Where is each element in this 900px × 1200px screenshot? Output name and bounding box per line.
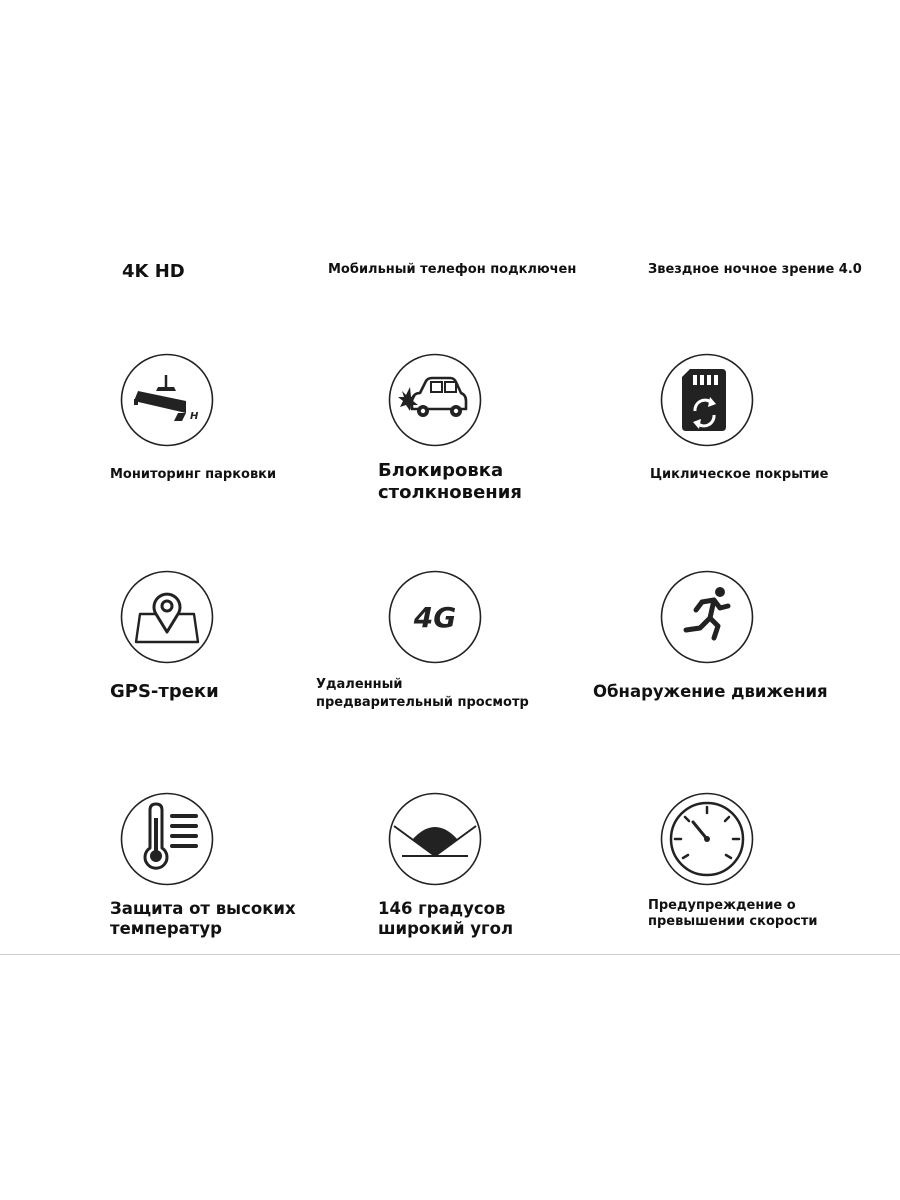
- label-wide-angle-line2: широкий угол: [378, 919, 514, 938]
- label-phone-connected: Мобильный телефон подключен: [328, 262, 577, 277]
- speedometer-icon: [660, 792, 754, 886]
- label-motion-detection: Обнаружение движения: [593, 682, 828, 701]
- label-gps-tracks: GPS-треки: [110, 681, 219, 702]
- sd-card-loop-icon: [660, 353, 754, 447]
- label-night-vision: Звездное ночное зрение 4.0: [648, 262, 862, 277]
- label-speed-warning-line1: Предупреждение о: [648, 898, 796, 913]
- label-heat-protection-line2: температур: [110, 919, 222, 938]
- bottom-divider: [0, 954, 900, 955]
- 4g-network-icon: [388, 570, 482, 664]
- wide-angle-icon: [388, 792, 482, 886]
- camera-mark-text: H: [190, 411, 199, 422]
- label-collision-line1: Блокировка: [378, 460, 504, 481]
- label-speed-warning-line2: превышении скорости: [648, 914, 818, 929]
- gps-map-pin-icon: [120, 570, 214, 664]
- label-collision-line2: столкновения: [378, 482, 522, 503]
- label-loop-recording: Циклическое покрытие: [650, 467, 829, 482]
- label-remote-preview-line1: Удаленный: [316, 677, 403, 692]
- car-crash-icon: [388, 353, 482, 447]
- label-heat-protection-line1: Защита от высоких: [110, 899, 296, 918]
- thermometer-icon: [120, 792, 214, 886]
- parking-camera-icon: [120, 353, 214, 447]
- label-remote-preview-line2: предварительный просмотр: [316, 695, 529, 710]
- 4g-icon-text: 4G: [413, 601, 457, 634]
- label-wide-angle-line1: 146 градусов: [378, 899, 506, 918]
- label-parking-monitoring: Мониторинг парковки: [110, 467, 277, 482]
- running-person-icon: [660, 570, 754, 664]
- label-4k-hd: 4K HD: [122, 261, 185, 282]
